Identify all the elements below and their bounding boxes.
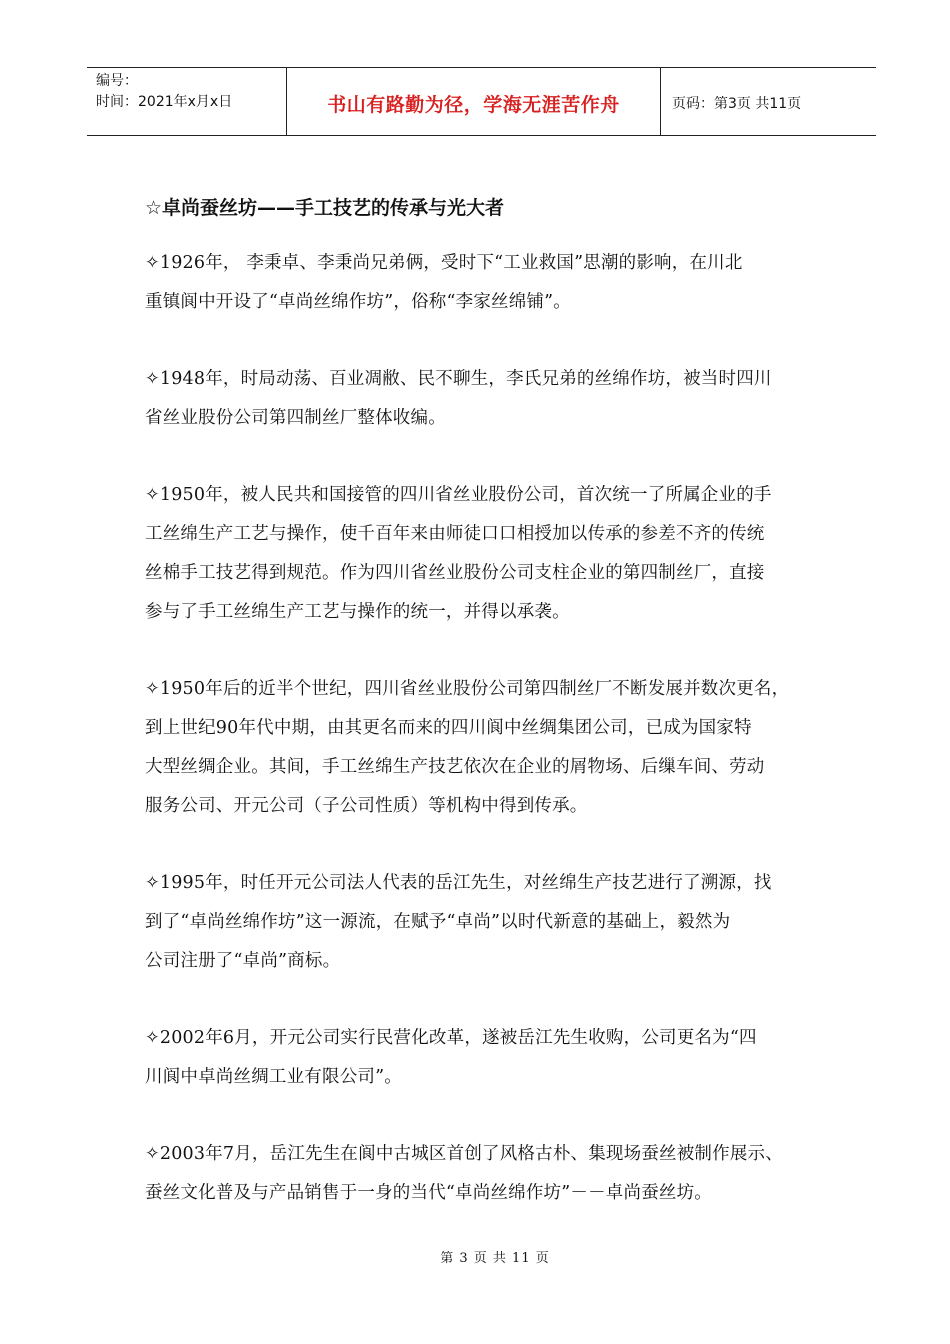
- time-label: 时间：2021年x月x日: [96, 94, 233, 110]
- paragraph-line: 工丝绵生产工艺与操作，使千百年来由师徒口口相授加以传承的参差不齐的传统: [145, 524, 765, 544]
- paragraph-line: 丝棉手工技艺得到规范。作为四川省丝业股份公司支柱企业的第四制丝厂，直接: [145, 563, 765, 583]
- page-footer: 第 3 页 共 11 页: [440, 1251, 550, 1266]
- paragraph-line: 公司注册了“卓尚”商标。: [145, 951, 341, 971]
- paragraph: [145, 476, 825, 632]
- header-motto-cell: [287, 68, 661, 135]
- paragraph: [145, 1019, 825, 1097]
- number-label: 编号：: [96, 73, 138, 89]
- paragraph: [145, 1135, 825, 1213]
- paragraph-line: ✧2003年7月，岳江先生在阆中古城区首创了风格古朴、集现场蚕丝被制作展示、: [145, 1144, 783, 1164]
- paragraph-line: ✧2002年6月，开元公司实行民营化改革，遂被岳江先生收购，公司更名为“四: [145, 1028, 757, 1048]
- paragraph-line: 服务公司、开元公司（子公司性质）等机构中得到传承。: [145, 796, 588, 816]
- page-label: 页码：第3页 共11页: [672, 95, 802, 112]
- paragraph: [145, 864, 825, 981]
- paragraph-line: 大型丝绸企业。其间，手工丝绵生产技艺依次在企业的屑物场、后缫车间、劳动: [145, 757, 765, 777]
- paragraph: [145, 244, 825, 322]
- paragraph-line: 省丝业股份公司第四制丝厂整体收编。: [145, 408, 446, 428]
- paragraph-line: 到上世纪90年代中期，由其更名而来的四川阆中丝绸集团公司，已成为国家特: [145, 718, 752, 738]
- paragraph-line: ✧1948年，时局动荡、百业凋敝、民不聊生，李氏兄弟的丝绵作坊，被当时四川: [145, 369, 772, 389]
- paragraph-line: 川阆中卓尚丝绸工业有限公司”。: [145, 1067, 402, 1087]
- motto: 书山有路勤为径，学海无涯苦作舟: [327, 94, 620, 116]
- document-body: [145, 190, 825, 1251]
- header-meta: [87, 68, 287, 135]
- paragraph-line: 到了“卓尚丝绵作坊”这一源流，在赋予“卓尚”以时代新意的基础上，毅然为: [145, 912, 731, 932]
- paragraph: [145, 360, 825, 438]
- paragraph: [145, 670, 825, 826]
- paragraph-line: ✧1995年，时任开元公司法人代表的岳江先生，对丝绵生产技艺进行了溯源，找: [145, 873, 772, 893]
- document-title: ☆卓尚蚕丝坊——手工技艺的传承与光大者: [145, 197, 505, 219]
- paragraph-line: ✧1926年， 李秉卓、李秉尚兄弟俩，受时下“工业救国”思潮的影响，在川北: [145, 253, 743, 273]
- paragraph-line: ✧1950年，被人民共和国接管的四川省丝业股份公司，首次统一了所属企业的手: [145, 485, 772, 505]
- paragraph-list: [145, 244, 825, 1213]
- paragraph-line: ✧1950年后的近半个世纪，四川省丝业股份公司第四制丝厂不断发展并数次更名，: [145, 679, 790, 699]
- paragraph-line: 蚕丝文化普及与产品销售于一身的当代“卓尚丝绵作坊”－－卓尚蚕丝坊。: [145, 1183, 712, 1203]
- page-header: [87, 67, 876, 136]
- header-page-cell: [661, 68, 876, 135]
- paragraph-line: 重镇阆中开设了“卓尚丝绵作坊”，俗称“李家丝绵铺”。: [145, 292, 571, 312]
- paragraph-line: 参与了手工丝绵生产工艺与操作的统一，并得以承袭。: [145, 602, 570, 622]
